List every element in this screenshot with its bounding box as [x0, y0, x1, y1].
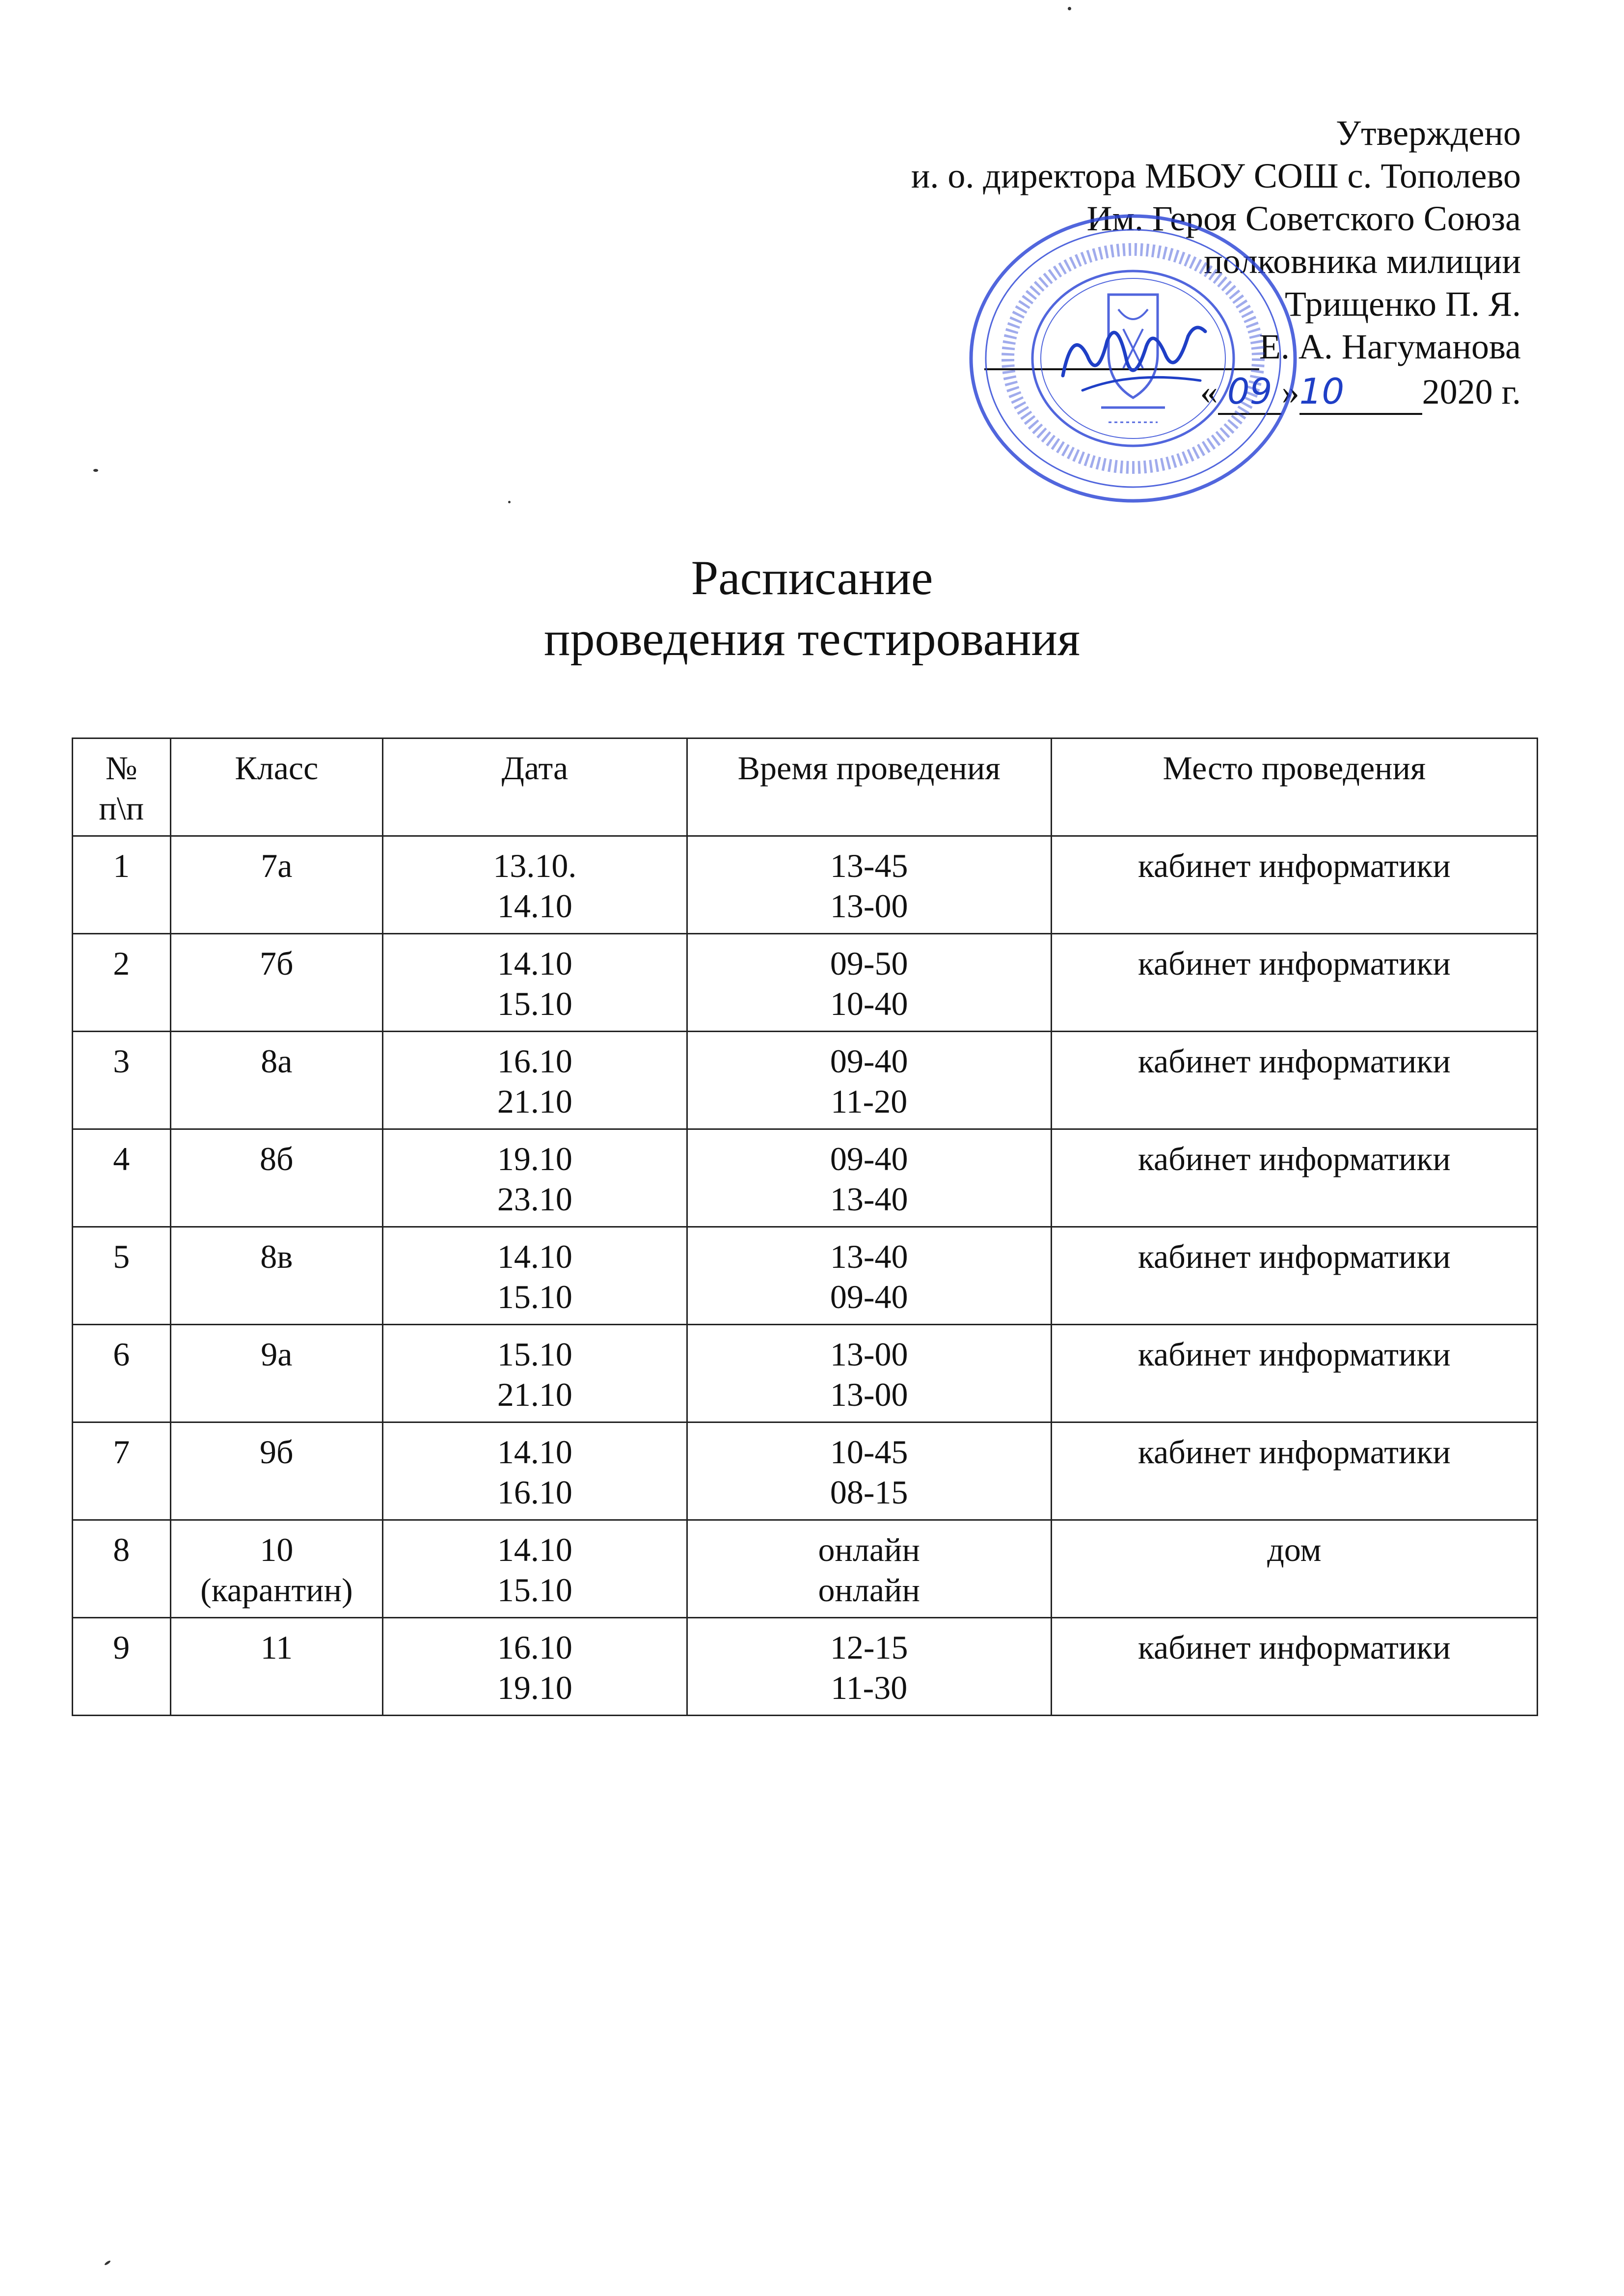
- date-2: 15.10: [497, 1278, 572, 1315]
- class-line1: 11: [260, 1629, 293, 1666]
- scan-speck: [104, 2260, 111, 2266]
- approval-position: и. о. директора МБОУ СОШ с. Тополево: [911, 156, 1521, 195]
- time-1: 09-40: [830, 1140, 908, 1177]
- cell-class: [170, 1227, 383, 1325]
- time-2: 10-40: [830, 985, 908, 1022]
- cell-class: [170, 1520, 383, 1618]
- cell-time: [687, 1325, 1051, 1422]
- date-day-handwritten: 09: [1218, 370, 1282, 415]
- cell-place: дом: [1051, 1520, 1537, 1618]
- header-place: Место проведения: [1051, 738, 1537, 836]
- date-2: 15.10: [497, 1571, 572, 1609]
- cell-class: [170, 934, 383, 1032]
- date-1: 14.10: [497, 1238, 572, 1275]
- cell-date: [383, 1227, 687, 1325]
- cell-number: 5: [73, 1227, 171, 1325]
- cell-date: [383, 1325, 687, 1422]
- cell-class: [170, 1325, 383, 1422]
- header-time: Время проведения: [687, 738, 1051, 836]
- table-row: [73, 1032, 1538, 1129]
- cell-place: кабинет информатики: [1051, 1422, 1537, 1520]
- cell-date: [383, 934, 687, 1032]
- time-2: 13-00: [830, 1376, 908, 1413]
- approval-school-name-line1: Им. Героя Советского Союза: [1086, 199, 1521, 238]
- cell-place: кабинет информатики: [1051, 1227, 1537, 1325]
- time-1: 13-00: [830, 1336, 908, 1373]
- table-row: [73, 1129, 1538, 1227]
- cell-place: кабинет информатики: [1051, 1618, 1537, 1716]
- time-1: 09-50: [830, 945, 908, 982]
- schedule-table: [72, 738, 1538, 1716]
- approval-school-name-line3: Трищенко П. Я.: [1284, 284, 1521, 324]
- date-close-quote: »: [1281, 372, 1299, 411]
- title-line1: Расписание: [691, 550, 933, 605]
- approval-title: Утверждено: [1336, 113, 1521, 153]
- class-line1: 7б: [260, 945, 294, 982]
- date-1: 14.10: [497, 945, 572, 982]
- date-1: 13.10.: [493, 847, 577, 884]
- cell-date: [383, 1520, 687, 1618]
- cell-number: 6: [73, 1325, 171, 1422]
- date-1: 14.10: [497, 1531, 572, 1568]
- table-row: [73, 1520, 1538, 1618]
- table-row: [73, 934, 1538, 1032]
- header-date: Дата: [383, 738, 687, 836]
- cell-number: 1: [73, 836, 171, 934]
- date-month-handwritten: 10: [1299, 370, 1422, 415]
- date-2: 15.10: [497, 985, 572, 1022]
- cell-number: 2: [73, 934, 171, 1032]
- cell-date: [383, 1618, 687, 1716]
- table-row: [73, 1618, 1538, 1716]
- class-line1: 9б: [260, 1433, 294, 1471]
- cell-time: [687, 1618, 1051, 1716]
- cell-number: 9: [73, 1618, 171, 1716]
- cell-date: [383, 1129, 687, 1227]
- scan-speck: [93, 469, 98, 472]
- time-2: 09-40: [830, 1278, 908, 1315]
- cell-time: [687, 836, 1051, 934]
- cell-place: кабинет информатики: [1051, 1129, 1537, 1227]
- date-1: 16.10: [497, 1629, 572, 1666]
- table-row: [73, 1227, 1538, 1325]
- cell-class: [170, 1618, 383, 1716]
- cell-time: [687, 1129, 1051, 1227]
- date-open-quote: «: [1200, 372, 1218, 411]
- scan-speck: [1068, 7, 1071, 10]
- class-line1: 9а: [261, 1336, 293, 1373]
- cell-time: [687, 1422, 1051, 1520]
- time-1: 13-45: [830, 847, 908, 884]
- table-row: [73, 1422, 1538, 1520]
- cell-number: 8: [73, 1520, 171, 1618]
- time-1: 13-40: [830, 1238, 908, 1275]
- cell-class: [170, 836, 383, 934]
- date-2: 14.10: [497, 887, 572, 925]
- class-line1: 10: [260, 1531, 294, 1568]
- cell-place: кабинет информатики: [1051, 1325, 1537, 1422]
- cell-time: [687, 1032, 1051, 1129]
- date-2: 21.10: [497, 1376, 572, 1413]
- time-2: 13-40: [830, 1180, 908, 1218]
- table-row: [73, 836, 1538, 934]
- date-1: 19.10: [497, 1140, 572, 1177]
- class-line1: 8а: [261, 1042, 293, 1080]
- time-2: 11-20: [831, 1083, 908, 1120]
- table-row: [73, 1325, 1538, 1422]
- time-2: 11-30: [831, 1669, 908, 1706]
- time-1: 12-15: [830, 1629, 908, 1666]
- time-1: 10-45: [830, 1433, 908, 1471]
- cell-date: [383, 1422, 687, 1520]
- table-header-row: [73, 738, 1538, 836]
- class-line1: 8в: [260, 1238, 293, 1275]
- date-2: 21.10: [497, 1083, 572, 1120]
- approval-school-name-line2: полковника милиции: [1204, 242, 1521, 281]
- scan-speck: [508, 501, 511, 503]
- date-2: 16.10: [497, 1474, 572, 1511]
- cell-date: [383, 1032, 687, 1129]
- time-2: 13-00: [830, 887, 908, 925]
- class-line2: (карантин): [200, 1571, 353, 1609]
- date-year: 2020 г.: [1422, 372, 1521, 411]
- date-2: 19.10: [497, 1669, 572, 1706]
- header-number-line2: п\п: [99, 790, 144, 827]
- date-1: 16.10: [497, 1042, 572, 1080]
- header-number-line1: №: [105, 749, 137, 787]
- header-class: Класс: [170, 738, 383, 836]
- cell-place: кабинет информатики: [1051, 836, 1537, 934]
- cell-place: кабинет информатики: [1051, 1032, 1537, 1129]
- date-1: 14.10: [497, 1433, 572, 1471]
- time-1: 09-40: [830, 1042, 908, 1080]
- cell-place: кабинет информатики: [1051, 934, 1537, 1032]
- cell-number: 4: [73, 1129, 171, 1227]
- cell-time: [687, 1520, 1051, 1618]
- cell-class: [170, 1422, 383, 1520]
- title-line2: проведения тестирования: [544, 611, 1080, 666]
- date-1: 15.10: [497, 1336, 572, 1373]
- handwritten-signature-icon: [1053, 297, 1215, 405]
- cell-class: [170, 1032, 383, 1129]
- cell-time: [687, 1227, 1051, 1325]
- cell-class: [170, 1129, 383, 1227]
- cell-number: 3: [73, 1032, 171, 1129]
- time-1: онлайн: [818, 1531, 920, 1568]
- class-line1: 7а: [261, 847, 293, 884]
- time-2: 08-15: [830, 1474, 908, 1511]
- cell-number: 7: [73, 1422, 171, 1520]
- cell-time: [687, 934, 1051, 1032]
- header-number: [73, 738, 171, 836]
- approval-signer: Е. А. Нагуманова: [1259, 327, 1521, 366]
- class-line1: 8б: [260, 1140, 294, 1177]
- cell-date: [383, 836, 687, 934]
- document-title: [0, 547, 1624, 669]
- date-2: 23.10: [497, 1180, 572, 1218]
- time-2: онлайн: [818, 1571, 920, 1609]
